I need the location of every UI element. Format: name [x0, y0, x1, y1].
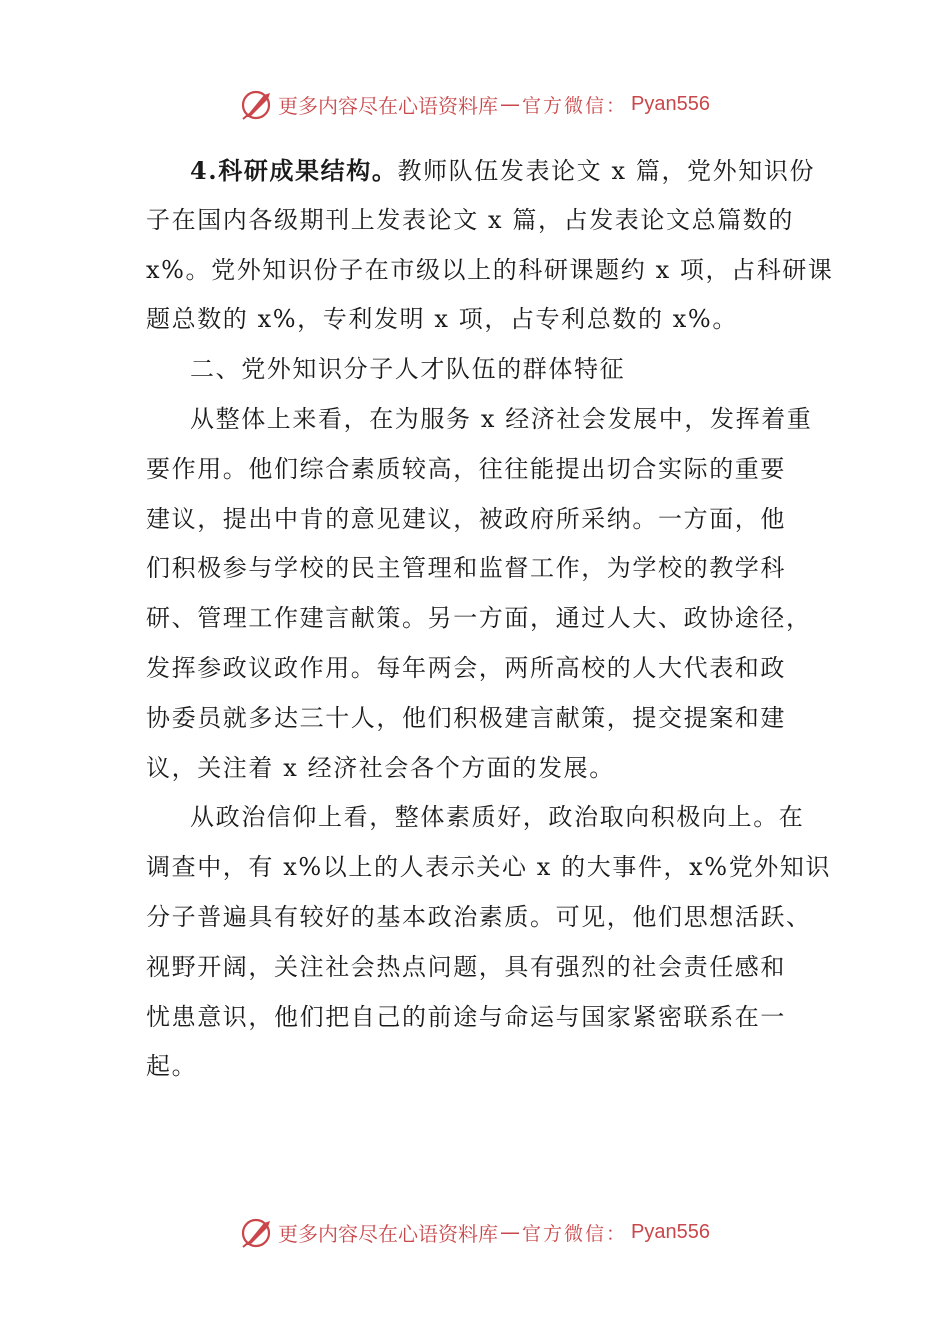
paragraph-2-line-3: 建议，提出中肯的意见建议，被政府所采纳。一方面，他: [146, 504, 786, 533]
header-banner: [0, 84, 950, 124]
paragraph-2-line-5: 研、管理工作建言献策。另一方面，通过人大、政协途径，: [146, 604, 812, 633]
header-wechat-id: Pyan556: [631, 92, 710, 115]
paragraph-3-line-3: 分子普遍具有较好的基本政治素质。可见，他们思想活跃、: [146, 902, 812, 931]
pen-nib-logo-icon: [240, 1215, 274, 1249]
document-body: [146, 146, 834, 1092]
footer-banner: [0, 1212, 950, 1252]
section-heading: 二、党外知识分子人才队伍的群体特征: [190, 355, 626, 384]
paragraph-2-line-8: 议，关注着 x 经济社会各个方面的发展。: [146, 753, 615, 782]
footer-dash: —: [500, 1220, 520, 1244]
paragraph-1-line-1: [146, 146, 816, 196]
paragraph-3-line-5: 忧患意识，他们把自己的前途与命运与国家紧密联系在一: [146, 1002, 786, 1031]
paragraph-2-line-7: 协委员就多达三十人，他们积极建言献策，提交提案和建: [146, 703, 786, 732]
header-dash: —: [500, 92, 520, 116]
paragraph-3-line-2: 调查中，有 x%以上的人表示关心 x 的大事件，x%党外知识: [146, 853, 832, 882]
footer-wechat-id: Pyan556: [631, 1220, 710, 1243]
paragraph-1-line-3: x%。党外知识份子在市级以上的科研课题约 x 项，占科研课: [146, 255, 834, 284]
paragraph-1-line-2: 子在国内各级期刊上发表论文 x 篇，占发表论文总篇数的: [146, 205, 794, 234]
paragraph-3-line-4: 视野开阔，关注社会热点问题，具有强烈的社会责任感和: [146, 952, 786, 981]
header-site-name: 更多内容尽在心语资料库: [278, 93, 498, 118]
paragraph-3-line-6: 起。: [146, 1052, 198, 1081]
paragraph-2-line-2: 要作用。他们综合素质较高，往往能提出切合实际的重要: [146, 454, 786, 483]
paragraph-3-line-1: 从政治信仰上看，整体素质好，政治取向积极向上。在: [190, 803, 805, 832]
paragraph-1-text: 教师队伍发表论文 x 篇，党外知识份: [397, 157, 816, 185]
paragraph-2-line-1: 从整体上来看，在为服务 x 经济社会发展中，发挥着重: [190, 404, 813, 433]
pen-nib-logo-icon: [240, 87, 274, 121]
header-official-label: 官方微信：: [522, 94, 628, 117]
paragraph-2-line-6: 发挥参政议政作用。每年两会，两所高校的人大代表和政: [146, 653, 786, 682]
footer-site-name: 更多内容尽在心语资料库: [278, 1221, 498, 1246]
footer-official-label: 官方微信：: [522, 1222, 628, 1245]
paragraph-2-line-4: 们积极参与学校的民主管理和监督工作，为学校的教学科: [146, 554, 786, 583]
paragraph-1-line-4: 题总数的 x%，专利发明 x 项，占专利总数的 x%。: [146, 305, 738, 334]
paragraph-1-heading: 4.科研成果结构。: [190, 156, 398, 185]
